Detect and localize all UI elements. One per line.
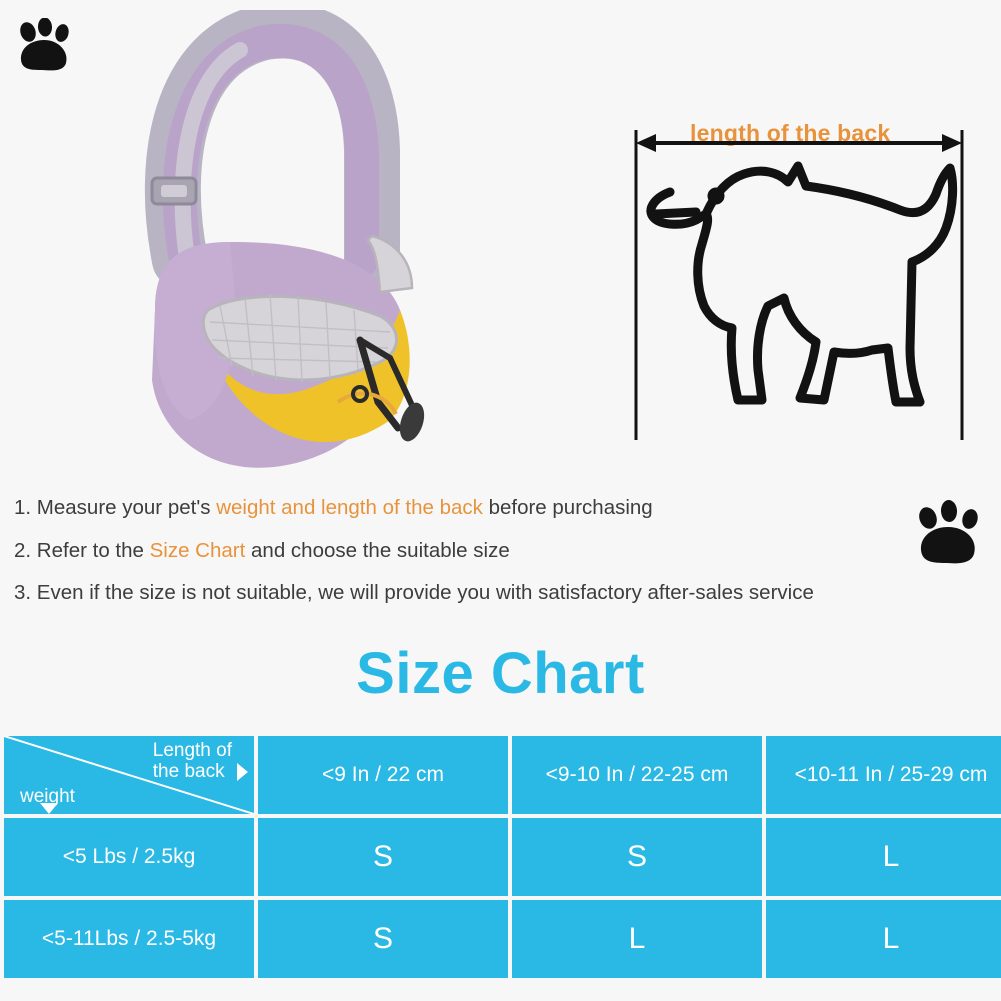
- instruction-1: [14, 498, 989, 519]
- back-length-label: length of the back: [690, 120, 891, 146]
- table-corner-header: [4, 736, 254, 814]
- corner-length-label: [153, 740, 232, 783]
- corner-weight-label: weight: [20, 786, 75, 807]
- instruction-2-post: and choose the suitable size: [245, 538, 510, 562]
- instruction-2-pre: Refer to the: [36, 538, 150, 562]
- row-1-size-2: S: [512, 818, 762, 896]
- row-1-size-3: L: [766, 818, 1001, 896]
- instruction-3: [14, 583, 989, 604]
- size-chart-title: Size Chart: [356, 641, 645, 706]
- column-header-1: <9 In / 22 cm: [258, 736, 508, 814]
- instruction-2-number: 2.: [14, 538, 37, 562]
- row-2-size-2: L: [512, 900, 762, 978]
- instruction-2: [14, 538, 989, 562]
- product-photo-pet-sling-carrier: [60, 10, 440, 480]
- row-2-size-1: S: [258, 900, 508, 978]
- row-1-weight: <5 Lbs / 2.5kg: [4, 818, 254, 896]
- instruction-1-post: before purchasing: [482, 496, 653, 519]
- corner-length-line2: the back: [152, 761, 225, 783]
- instructions-list: [14, 498, 989, 626]
- corner-length-line1: Length of: [152, 740, 232, 761]
- column-header-2: <9-10 In / 22-25 cm: [512, 736, 762, 814]
- table-header-row: [4, 736, 1001, 814]
- instruction-1-pre: Measure your pet's: [36, 496, 217, 519]
- table-row: [4, 818, 1001, 896]
- instruction-2-highlight: Size Chart: [149, 538, 246, 562]
- size-chart-table: [0, 732, 1001, 982]
- row-1-size-1: S: [258, 818, 508, 896]
- corner-weight-arrow-icon: [40, 803, 58, 814]
- row-2-size-3: L: [766, 900, 1001, 978]
- instruction-3-pre: Even if the size is not suitable, we will provide you with satisfactory after-sales service: [36, 581, 814, 604]
- corner-length-arrow-icon: [237, 763, 248, 781]
- instruction-3-number: 3.: [14, 581, 37, 604]
- row-2-weight: <5-11Lbs / 2.5-5kg: [4, 900, 254, 978]
- instruction-1-highlight: weight and length of the back: [216, 496, 483, 519]
- table-row: [4, 900, 1001, 978]
- corner-cell-content: [4, 736, 254, 814]
- dog-measurement-diagram: [610, 110, 990, 460]
- instruction-1-number: 1.: [14, 496, 37, 519]
- column-header-3: <10-11 In / 25-29 cm: [766, 736, 1001, 814]
